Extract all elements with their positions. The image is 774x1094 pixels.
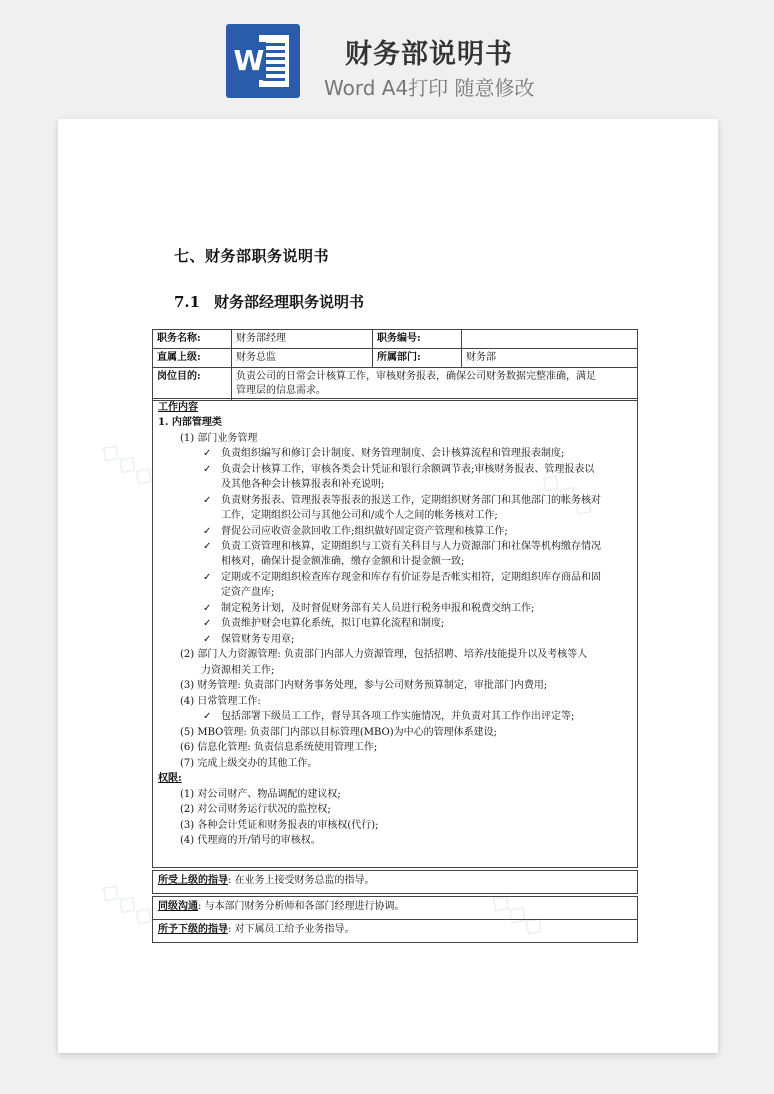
category-heading: 1. 内部管理类 <box>158 417 222 428</box>
banner-header <box>0 0 774 118</box>
list-item: (3) 各种会计凭证和财务报表的审核权(代行); <box>180 820 379 831</box>
list-item: ✓ 负责工资管理和核算，定期组织与工资有关科目与人力资源部门和社保等机构缴存情况 <box>203 539 601 554</box>
list-item-cont: 相核对，确保计提金额准确，缴存金额和计提金额一致; <box>221 556 465 567</box>
purpose-line: 负责公司的日常会计核算工作，审核财务报表，确保公司财务数据完整准确，满足 <box>236 371 596 382</box>
subordinate-text: : 对下属员工给予业务指导。 <box>228 924 355 935</box>
guidance-text: : 在业务上接受财务总监的指导。 <box>228 875 375 886</box>
list-item: ✓ 负责会计核算工作，审核各类会计凭证和银行余额调节表;审核财务报表、管理报表以 <box>203 462 594 477</box>
list-item: (5) MBO管理: 负责部门内部以目标管理(MBO)为中心的管理体系建设; <box>180 727 498 738</box>
work-heading: 工作内容 <box>158 402 198 413</box>
list-item-cont: 工作，定期组织公司与其他公司和/或个人之间的帐务核对工作; <box>221 510 498 521</box>
peer-row <box>152 896 638 920</box>
list-item: ✓ 保管财务专用章; <box>203 632 294 647</box>
value-supervisor: 财务总监 <box>232 349 373 368</box>
guidance-label: 所受上级的指导 <box>158 875 228 886</box>
check-icon: ✓ <box>203 495 212 506</box>
list-item: (1) 对公司财产、物品调配的建议权; <box>180 789 341 800</box>
list-item: (7) 完成上级交办的其他工作。 <box>180 758 318 769</box>
value-department: 财务部 <box>462 349 638 368</box>
label-supervisor: 直属上级: <box>153 349 232 368</box>
list-item: (1) 部门业务管理 <box>180 433 258 444</box>
check-icon: ✓ <box>203 634 212 645</box>
list-item: ✓ 负责维护财会电算化系统，拟订电算化流程和制度; <box>203 616 444 631</box>
list-item-cont: 定资产盘库; <box>221 587 275 598</box>
list-item-cont: 及其他各种会计核算报表和补充说明; <box>221 479 385 490</box>
value-job-code <box>462 330 638 349</box>
list-item: ✓ 制定税务计划，及时督促财务部有关人员进行税务申报和税费交纳工作; <box>203 601 534 616</box>
label-purpose: 岗位目的: <box>153 368 232 401</box>
check-icon: ✓ <box>203 541 212 552</box>
document-page <box>58 119 718 1053</box>
label-job-code: 职务编号: <box>373 330 462 349</box>
list-item: ✓ 督促公司应收资金款回收工作;组织做好固定资产管理和核算工作; <box>203 524 508 539</box>
list-item: ✓ 包括部署下级员工工作，督导其各项工作实施情况，并负责对其工作作出评定等; <box>203 709 574 724</box>
check-icon: ✓ <box>203 448 212 459</box>
check-icon: ✓ <box>203 711 212 722</box>
subsection-text: 财务部经理职务说明书 <box>214 293 365 311</box>
purpose-line: 管理层的信息需求。 <box>236 385 326 396</box>
subsection-number: 7.1 <box>174 293 201 311</box>
watermark: ◇◇◇ <box>534 464 602 524</box>
banner-title: 财务部说明书 <box>345 39 513 70</box>
value-job-title: 财务部经理 <box>232 330 373 349</box>
word-logo-icon <box>226 24 300 98</box>
list-item: ✓ 负责组织编写和修订会计制度、财务管理制度、会计核算流程和管理报表制度; <box>203 446 564 461</box>
watermark: ◇◇◇ <box>94 434 162 494</box>
table-row <box>153 330 638 349</box>
job-info-table <box>152 329 638 401</box>
word-logo-letter: W <box>232 42 266 80</box>
list-item-cont: 力资源相关工作; <box>201 665 275 676</box>
list-item: (4) 日常管理工作: <box>180 696 261 707</box>
table-row <box>153 368 638 401</box>
label-department: 所属部门: <box>373 349 462 368</box>
table-row <box>153 349 638 368</box>
guidance-row <box>152 870 638 894</box>
list-item: (2) 对公司财务运行状况的监控权; <box>180 804 331 815</box>
list-item: (2) 部门人力资源管理: 负责部门内部人力资源管理，包括招聘、培养/技能提升以及考核等人 <box>180 649 588 660</box>
check-icon: ✓ <box>203 464 212 475</box>
subordinate-row <box>152 919 638 943</box>
peer-label: 同级沟通 <box>158 901 198 912</box>
check-icon: ✓ <box>203 572 212 583</box>
check-icon: ✓ <box>203 618 212 629</box>
check-icon: ✓ <box>203 526 212 537</box>
duties-box <box>152 398 638 868</box>
list-item: ✓ 定期或不定期组织检查库存现金和库存有价证券是否帐实相符，定期组织库存商品和固 <box>203 570 601 585</box>
watermark: ◇◇◇ <box>94 874 162 934</box>
list-item: (3) 财务管理: 负责部门内财务事务处理，参与公司财务预算制定，审批部门内费用; <box>180 680 548 691</box>
value-purpose <box>232 368 638 401</box>
subordinate-label: 所予下级的指导 <box>158 924 228 935</box>
subsection-title <box>174 291 364 312</box>
list-item: (4) 代理商的开/销号的审核权。 <box>180 835 321 846</box>
list-item: ✓ 负责财务报表、管理报表等报表的报送工作，定期组织财务部门和其他部门的帐务核对 <box>203 493 601 508</box>
check-icon: ✓ <box>203 603 212 614</box>
authority-heading: 权限: <box>158 773 182 784</box>
label-job-title: 职务名称: <box>153 330 232 349</box>
banner-subtitle: Word A4打印 随意修改 <box>324 76 535 100</box>
section-title: 七、财务部职务说明书 <box>174 247 330 265</box>
watermark: ◇◇◇ <box>484 884 552 944</box>
peer-text: : 与本部门财务分析师和各部门经理进行协调。 <box>198 901 405 912</box>
list-item: (6) 信息化管理: 负责信息系统使用管理工作; <box>180 742 378 753</box>
